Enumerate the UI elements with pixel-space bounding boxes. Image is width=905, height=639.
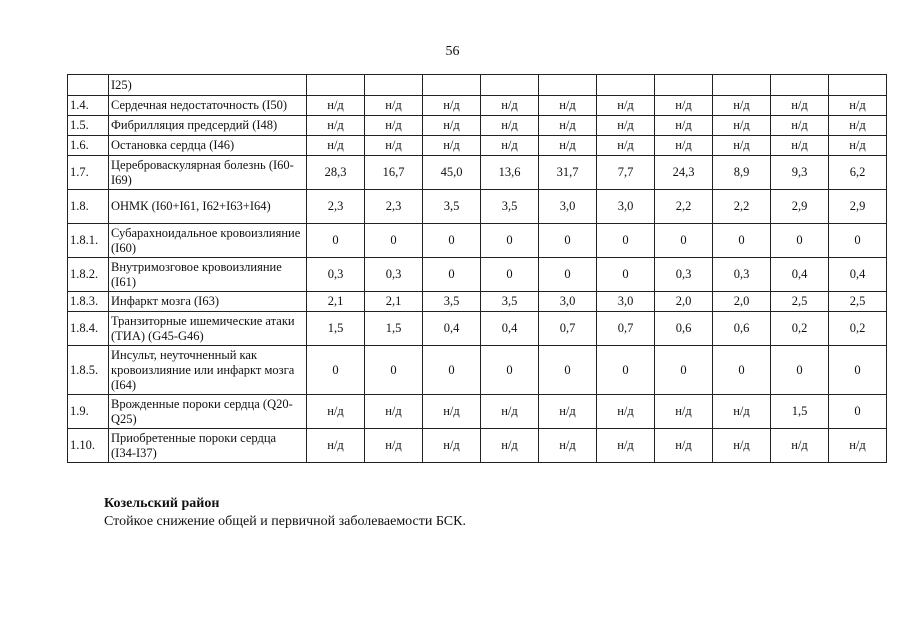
value-cell: 0,2 [829, 312, 887, 346]
row-code: 1.10. [68, 429, 109, 463]
value-cell: н/д [655, 395, 713, 429]
value-cell: н/д [597, 96, 655, 116]
row-code: 1.8. [68, 190, 109, 224]
table-row [68, 116, 887, 136]
value-cell: 0,3 [655, 258, 713, 292]
value-cell: 0 [597, 224, 655, 258]
value-cell: 2,5 [829, 292, 887, 312]
row-name: Врожденные пороки сердца (Q20-Q25) [109, 395, 307, 429]
value-cell: н/д [539, 395, 597, 429]
table-row [68, 346, 887, 395]
row-name: ОНМК (I60+I61, I62+I63+I64) [109, 190, 307, 224]
value-cell: 0 [539, 258, 597, 292]
row-name: Фибрилляция предсердий (I48) [109, 116, 307, 136]
value-cell: 0,6 [713, 312, 771, 346]
value-cell: 2,9 [771, 190, 829, 224]
value-cell: н/д [713, 96, 771, 116]
value-cell: н/д [713, 136, 771, 156]
value-cell: 0 [829, 395, 887, 429]
value-cell: 3,5 [423, 190, 481, 224]
table-row [68, 136, 887, 156]
value-cell: 0,7 [539, 312, 597, 346]
value-cell: н/д [539, 429, 597, 463]
district-note: Стойкое снижение общей и первичной заболеваемости БСК. [104, 514, 466, 529]
value-cell: н/д [423, 395, 481, 429]
row-name: Остановка сердца (I46) [109, 136, 307, 156]
value-cell: н/д [655, 116, 713, 136]
value-cell: н/д [597, 395, 655, 429]
district-title: Козельский район [104, 496, 220, 511]
value-cell: н/д [365, 395, 423, 429]
value-cell: н/д [365, 429, 423, 463]
value-cell: 0 [829, 346, 887, 395]
table-row [68, 75, 887, 96]
value-cell: 0 [423, 224, 481, 258]
value-cell: 0 [481, 224, 539, 258]
row-name: Сердечная недостаточность (I50) [109, 96, 307, 116]
value-cell: н/д [481, 395, 539, 429]
value-cell: н/д [771, 116, 829, 136]
value-cell: 0,6 [655, 312, 713, 346]
value-cell: 0,4 [829, 258, 887, 292]
value-cell: н/д [829, 429, 887, 463]
value-cell: 0,3 [365, 258, 423, 292]
value-cell: н/д [481, 96, 539, 116]
value-cell: н/д [423, 96, 481, 116]
row-code: 1.9. [68, 395, 109, 429]
value-cell: 0 [307, 346, 365, 395]
value-cell: 24,3 [655, 156, 713, 190]
value-cell: 2,5 [771, 292, 829, 312]
value-cell: 0,7 [597, 312, 655, 346]
value-cell: 0,2 [771, 312, 829, 346]
value-cell: 0 [597, 258, 655, 292]
row-code: 1.5. [68, 116, 109, 136]
value-cell: н/д [829, 96, 887, 116]
row-name: Цереброваскулярная болезнь (I60-I69) [109, 156, 307, 190]
value-cell: н/д [597, 116, 655, 136]
value-cell [771, 75, 829, 96]
value-cell: н/д [365, 96, 423, 116]
value-cell: 0,3 [307, 258, 365, 292]
row-name: Внутримозговое кровоизлияние (I61) [109, 258, 307, 292]
value-cell: н/д [423, 136, 481, 156]
row-code: 1.4. [68, 96, 109, 116]
row-code: 1.8.3. [68, 292, 109, 312]
value-cell: 0 [481, 258, 539, 292]
value-cell: н/д [539, 136, 597, 156]
value-cell [713, 75, 771, 96]
value-cell: н/д [655, 136, 713, 156]
value-cell: 0 [539, 224, 597, 258]
value-cell: 3,0 [597, 292, 655, 312]
value-cell: 0 [771, 224, 829, 258]
value-cell: 13,6 [481, 156, 539, 190]
value-cell: 16,7 [365, 156, 423, 190]
value-cell: н/д [307, 96, 365, 116]
value-cell: 0 [539, 346, 597, 395]
value-cell: 2,3 [307, 190, 365, 224]
value-cell: н/д [597, 429, 655, 463]
value-cell: 2,1 [365, 292, 423, 312]
value-cell: н/д [423, 429, 481, 463]
value-cell: 3,0 [539, 190, 597, 224]
value-cell: 2,1 [307, 292, 365, 312]
value-cell: н/д [713, 116, 771, 136]
row-code: 1.8.2. [68, 258, 109, 292]
value-cell: н/д [829, 116, 887, 136]
value-cell: н/д [829, 136, 887, 156]
value-cell: н/д [307, 116, 365, 136]
table-row [68, 312, 887, 346]
value-cell: н/д [771, 136, 829, 156]
value-cell: н/д [655, 96, 713, 116]
value-cell: 0 [713, 224, 771, 258]
table-row [68, 156, 887, 190]
row-code: 1.8.5. [68, 346, 109, 395]
value-cell: 3,0 [597, 190, 655, 224]
row-name: Инфаркт мозга (I63) [109, 292, 307, 312]
value-cell: 2,3 [365, 190, 423, 224]
value-cell: 0,4 [771, 258, 829, 292]
row-name: Инсульт, неуточненный как кровоизлияние или инфаркт мозга (I64) [109, 346, 307, 395]
value-cell: 2,0 [655, 292, 713, 312]
value-cell: н/д [771, 429, 829, 463]
value-cell: 0 [481, 346, 539, 395]
value-cell: н/д [771, 96, 829, 116]
value-cell: 7,7 [597, 156, 655, 190]
value-cell: н/д [481, 116, 539, 136]
value-cell: 8,9 [713, 156, 771, 190]
value-cell: 0,3 [713, 258, 771, 292]
table-row [68, 429, 887, 463]
value-cell: 28,3 [307, 156, 365, 190]
value-cell [423, 75, 481, 96]
value-cell: н/д [481, 136, 539, 156]
value-cell: 6,2 [829, 156, 887, 190]
value-cell [481, 75, 539, 96]
value-cell: 1,5 [365, 312, 423, 346]
value-cell: 0 [655, 224, 713, 258]
value-cell: 0,4 [481, 312, 539, 346]
value-cell: 0 [771, 346, 829, 395]
value-cell: 2,2 [713, 190, 771, 224]
table-row [68, 96, 887, 116]
value-cell: 0 [365, 346, 423, 395]
value-cell: н/д [539, 96, 597, 116]
value-cell: н/д [713, 395, 771, 429]
disease-table [67, 74, 887, 463]
table-row [68, 224, 887, 258]
value-cell: 0 [713, 346, 771, 395]
value-cell: 9,3 [771, 156, 829, 190]
row-name: Приобретенные пороки сердца (I34-I37) [109, 429, 307, 463]
value-cell: 0 [365, 224, 423, 258]
row-name: I25) [109, 75, 307, 96]
value-cell [655, 75, 713, 96]
value-cell: 3,5 [481, 190, 539, 224]
value-cell: н/д [365, 116, 423, 136]
value-cell: н/д [713, 429, 771, 463]
row-name: Субарахноидальное кровоизлияние (I60) [109, 224, 307, 258]
value-cell: 0 [655, 346, 713, 395]
value-cell: 31,7 [539, 156, 597, 190]
value-cell: н/д [307, 395, 365, 429]
row-code: 1.7. [68, 156, 109, 190]
value-cell: н/д [481, 429, 539, 463]
value-cell: 0 [829, 224, 887, 258]
table-row [68, 292, 887, 312]
table-row [68, 395, 887, 429]
row-name: Транзиторные ишемические атаки (ТИА) (G45-G46) [109, 312, 307, 346]
value-cell [539, 75, 597, 96]
value-cell: н/д [539, 116, 597, 136]
value-cell [365, 75, 423, 96]
value-cell: 0 [423, 258, 481, 292]
value-cell: 3,5 [423, 292, 481, 312]
value-cell: 0 [597, 346, 655, 395]
row-code: 1.8.1. [68, 224, 109, 258]
value-cell: 0,4 [423, 312, 481, 346]
value-cell: н/д [307, 429, 365, 463]
value-cell: н/д [423, 116, 481, 136]
value-cell: 3,5 [481, 292, 539, 312]
value-cell: н/д [597, 136, 655, 156]
page-number: 56 [445, 44, 460, 59]
value-cell: 3,0 [539, 292, 597, 312]
value-cell: 2,0 [713, 292, 771, 312]
value-cell: 1,5 [307, 312, 365, 346]
value-cell: 1,5 [771, 395, 829, 429]
value-cell: 2,2 [655, 190, 713, 224]
row-code [68, 75, 109, 96]
value-cell: 2,9 [829, 190, 887, 224]
value-cell [597, 75, 655, 96]
row-code: 1.6. [68, 136, 109, 156]
value-cell: 0 [307, 224, 365, 258]
value-cell [829, 75, 887, 96]
value-cell: н/д [365, 136, 423, 156]
table-row [68, 190, 887, 224]
value-cell: 45,0 [423, 156, 481, 190]
row-code: 1.8.4. [68, 312, 109, 346]
value-cell: н/д [307, 136, 365, 156]
value-cell [307, 75, 365, 96]
value-cell: 0 [423, 346, 481, 395]
table-row [68, 258, 887, 292]
value-cell: н/д [655, 429, 713, 463]
